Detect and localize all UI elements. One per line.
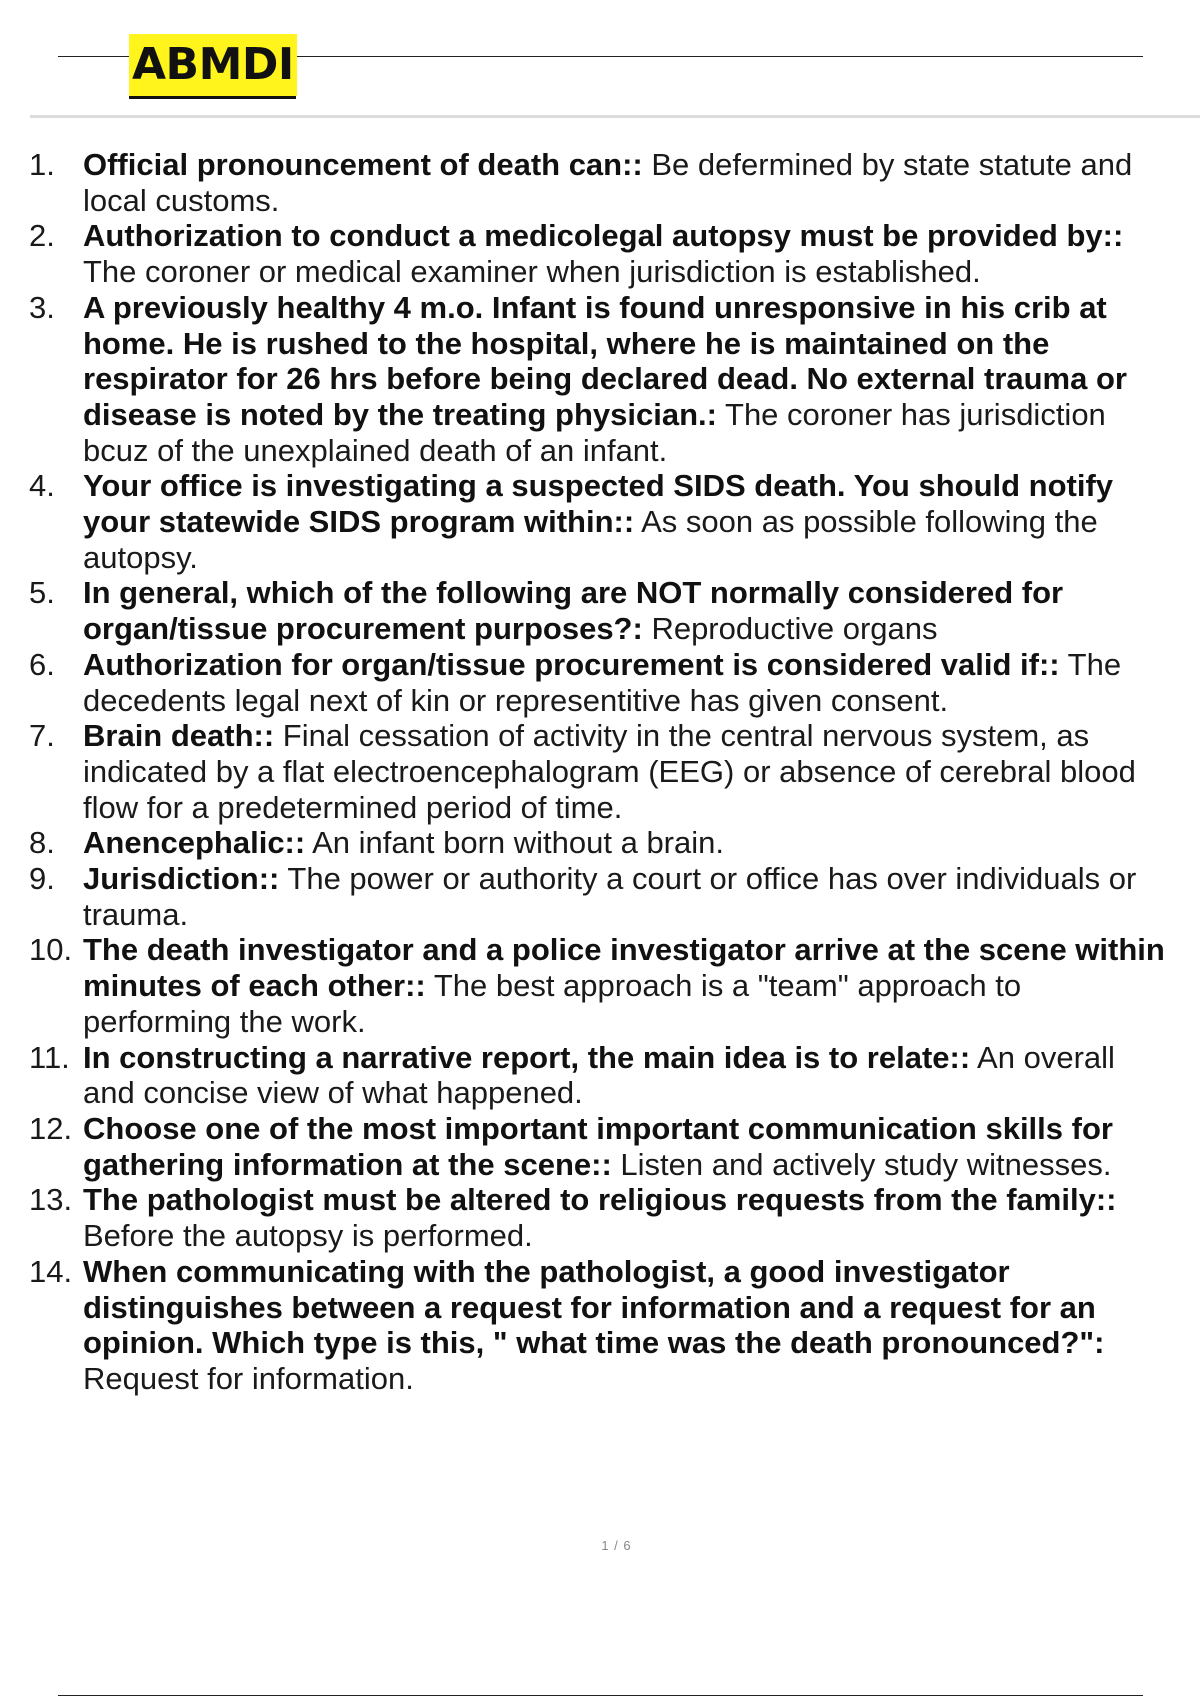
item-answer: The coroner has jurisdiction bcuz of the unexplained death of an infant. bbox=[83, 396, 1106, 468]
list-item bbox=[0, 218, 1200, 289]
footer-rule bbox=[58, 1695, 1143, 1696]
item-number: 14. bbox=[29, 1253, 73, 1289]
item-answer: As soon as possible following the autopsy. bbox=[83, 504, 1098, 575]
list-item bbox=[0, 1040, 1200, 1111]
item-question: Official pronouncement of death can:: bbox=[83, 147, 643, 182]
item-number: 11. bbox=[29, 1039, 70, 1075]
item-question: Jurisdiction:: bbox=[83, 861, 280, 897]
item-question: When communicating with the pathologist, a good investigator distinguishes between a request for information and a request for an opinion. Which type is this, " what time was the death pronounced?": bbox=[83, 1253, 1105, 1361]
item-answer: The power or authority a court or office has over individuals or trauma. bbox=[83, 861, 1137, 932]
list-item bbox=[0, 1182, 1200, 1253]
list-item bbox=[0, 718, 1200, 825]
item-question: A previously healthy 4 m.o. Infant is found unresponsive in his crib at home. He is rushed to the hospital, where he is maintained on the respirator for 26 hrs before being declared dead. No external trauma or disease is noted by the treating physician.: bbox=[83, 289, 1127, 432]
item-answer: An infant born without a brain. bbox=[305, 825, 724, 861]
item-question: Anencephalic:: bbox=[83, 825, 306, 861]
title-underline bbox=[129, 96, 296, 99]
list-item bbox=[0, 1111, 1200, 1182]
list-item bbox=[0, 575, 1200, 646]
list-item bbox=[0, 647, 1200, 718]
item-answer: Reproductive organs bbox=[642, 611, 938, 647]
item-question: In constructing a narrative report, the main idea is to relate:: bbox=[83, 1039, 971, 1075]
item-number: 10. bbox=[29, 932, 73, 968]
item-question: Authorization to conduct a medicolegal autopsy must be provided by:: bbox=[83, 218, 1124, 254]
item-number: 4. bbox=[29, 468, 55, 504]
item-number: 7. bbox=[29, 718, 55, 754]
question-answer-list bbox=[0, 147, 1200, 1397]
item-number: 3. bbox=[29, 289, 55, 325]
list-item bbox=[0, 468, 1200, 575]
item-number: 12. bbox=[29, 1110, 73, 1146]
item-question: In general, which of the following are NOT normally considered for organ/tissue procurement purposes?: bbox=[83, 575, 1064, 647]
page-number: 1 / 6 bbox=[601, 1538, 632, 1553]
item-number: 9. bbox=[29, 861, 55, 897]
item-number: 8. bbox=[29, 825, 55, 861]
item-number: 1. bbox=[29, 147, 55, 182]
item-question: Your office is investigating a suspected SIDS death. You should notify your statewide SIDS program within:: bbox=[83, 468, 1114, 540]
item-question: The death investigator and a police investigator arrive at the scene within minutes of each other:: bbox=[83, 932, 1165, 1004]
list-item bbox=[0, 147, 1200, 218]
item-answer: Request for information. bbox=[83, 1360, 414, 1396]
list-item bbox=[0, 825, 1200, 861]
item-question: Choose one of the most important important communication skills for gathering information at the scene:: bbox=[83, 1110, 1113, 1182]
item-number: 13. bbox=[29, 1182, 73, 1218]
item-number: 5. bbox=[29, 575, 55, 611]
item-answer: The decedents legal next of kin or representitive has given consent. bbox=[83, 646, 1122, 718]
header-divider bbox=[30, 115, 1200, 118]
list-item bbox=[0, 1254, 1200, 1397]
item-number: 2. bbox=[29, 218, 55, 254]
document-title: ABMDI bbox=[129, 34, 297, 96]
item-answer: Be defermined by state statute and local customs. bbox=[83, 147, 1133, 218]
item-question: The pathologist must be altered to religious requests from the family:: bbox=[83, 1182, 1117, 1218]
item-answer: Before the autopsy is performed. bbox=[83, 1218, 533, 1254]
item-question: Authorization for organ/tissue procurement is considered valid if:: bbox=[83, 646, 1060, 682]
item-answer: An overall and concise view of what happened. bbox=[83, 1039, 1115, 1111]
list-item bbox=[0, 932, 1200, 1039]
item-answer: Listen and actively study witnesses. bbox=[611, 1146, 1112, 1182]
list-item bbox=[0, 861, 1200, 932]
item-question: Brain death:: bbox=[83, 718, 275, 754]
item-answer: Final cessation of activity in the central nervous system, as indicated by a flat electroencephalogram (EEG) or absence of cerebral blood flow for a predetermined period of time. bbox=[83, 718, 1136, 825]
list-item bbox=[0, 290, 1200, 469]
item-number: 6. bbox=[29, 646, 55, 682]
item-answer: The coroner or medical examiner when jurisdiction is established. bbox=[83, 254, 981, 290]
item-answer: The best approach is a "team" approach to performing the work. bbox=[83, 968, 1022, 1039]
